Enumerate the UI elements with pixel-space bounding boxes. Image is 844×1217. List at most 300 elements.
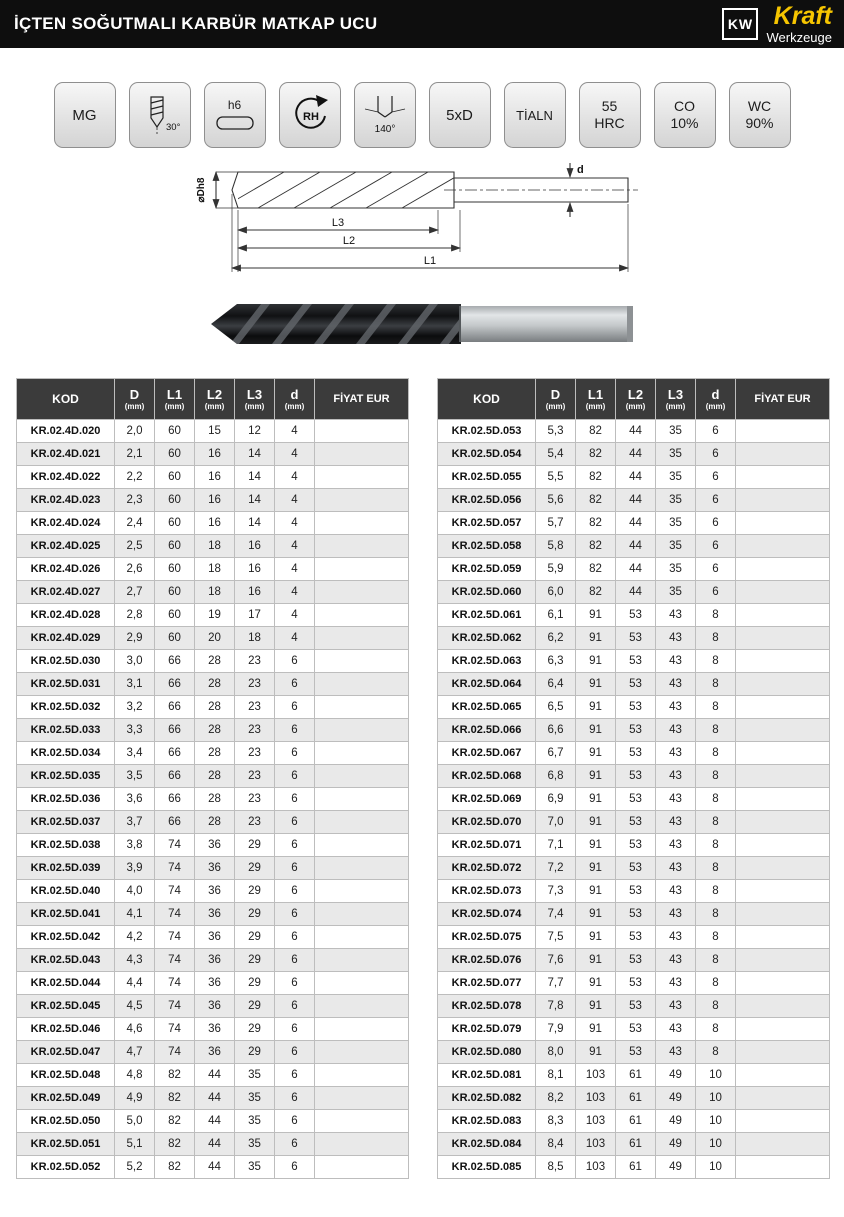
d-shank-cell: 6	[696, 466, 736, 489]
l1-mm-cell: 82	[576, 512, 616, 535]
price-cell	[315, 650, 409, 673]
kod-cell: KR.02.5D.075	[438, 926, 536, 949]
l3-mm-cell: 35	[656, 466, 696, 489]
svg-text:140°: 140°	[374, 124, 395, 135]
price-cell	[736, 742, 830, 765]
kod-cell: KR.02.5D.041	[17, 903, 115, 926]
l2-mm-cell: 61	[616, 1087, 656, 1110]
l2-mm-cell: 53	[616, 627, 656, 650]
col-header-l3: L3 (mm)	[235, 379, 275, 420]
kod-cell: KR.02.5D.035	[17, 765, 115, 788]
kod-cell: KR.02.5D.053	[438, 420, 536, 443]
price-cell	[315, 949, 409, 972]
d-mm-cell: 5,2	[115, 1156, 155, 1179]
col-header-price: FİYAT EUR	[315, 379, 409, 420]
d-mm-cell: 3,4	[115, 742, 155, 765]
d-mm-cell: 5,7	[536, 512, 576, 535]
l2-mm-cell: 44	[195, 1064, 235, 1087]
l1-mm-cell: 91	[576, 811, 616, 834]
l3-mm-cell: 14	[235, 512, 275, 535]
l1-mm-cell: 66	[155, 673, 195, 696]
price-cell	[315, 581, 409, 604]
d-mm-cell: 4,3	[115, 949, 155, 972]
price-cell	[736, 650, 830, 673]
table-row	[438, 742, 830, 765]
l2-mm-cell: 44	[195, 1133, 235, 1156]
d-shank-cell: 10	[696, 1087, 736, 1110]
d-shank-cell: 6	[696, 420, 736, 443]
d-mm-cell: 2,0	[115, 420, 155, 443]
l3-mm-cell: 49	[656, 1133, 696, 1156]
l2-mm-cell: 53	[616, 834, 656, 857]
table-row	[17, 1087, 409, 1110]
kod-cell: KR.02.5D.082	[438, 1087, 536, 1110]
l3-mm-cell: 35	[235, 1133, 275, 1156]
kod-cell: KR.02.5D.058	[438, 535, 536, 558]
table-row	[17, 857, 409, 880]
table-row	[438, 581, 830, 604]
l2-mm-cell: 53	[616, 765, 656, 788]
l1-mm-cell: 60	[155, 443, 195, 466]
d-shank-cell: 4	[275, 466, 315, 489]
l3-mm-cell: 43	[656, 627, 696, 650]
badge-shank-tolerance	[204, 82, 266, 148]
d-shank-cell: 6	[275, 1041, 315, 1064]
l3-mm-cell: 35	[235, 1156, 275, 1179]
col-header-l1: L1 (mm)	[155, 379, 195, 420]
price-cell	[736, 466, 830, 489]
l1-mm-cell: 74	[155, 857, 195, 880]
l1-mm-cell: 103	[576, 1087, 616, 1110]
l2-mm-cell: 53	[616, 903, 656, 926]
l1-mm-cell: 91	[576, 1018, 616, 1041]
spec-table-left	[16, 378, 409, 1179]
l1-mm-cell: 91	[576, 788, 616, 811]
kod-cell: KR.02.4D.029	[17, 627, 115, 650]
l3-mm-cell: 23	[235, 673, 275, 696]
d-mm-cell: 3,0	[115, 650, 155, 673]
price-cell	[736, 880, 830, 903]
col-header-price: FİYAT EUR	[736, 379, 830, 420]
l1-mm-cell: 60	[155, 512, 195, 535]
l3-mm-cell: 18	[235, 627, 275, 650]
d-shank-cell: 8	[696, 903, 736, 926]
brand-text	[766, 4, 832, 44]
l1-mm-cell: 66	[155, 788, 195, 811]
d-shank-cell: 8	[696, 995, 736, 1018]
l1-mm-cell: 74	[155, 1018, 195, 1041]
l1-mm-cell: 103	[576, 1133, 616, 1156]
badge-wc-label: WC	[747, 97, 772, 114]
badge-hardness-55hrc	[579, 82, 641, 148]
col-header-l2: L2 (mm)	[195, 379, 235, 420]
kod-cell: KR.02.5D.061	[438, 604, 536, 627]
table-row	[438, 443, 830, 466]
d-shank-cell: 8	[696, 926, 736, 949]
d-mm-cell: 2,8	[115, 604, 155, 627]
price-cell	[736, 719, 830, 742]
table-row	[17, 972, 409, 995]
price-cell	[736, 765, 830, 788]
price-cell	[315, 512, 409, 535]
l2-mm-cell: 44	[616, 558, 656, 581]
d-mm-cell: 5,8	[536, 535, 576, 558]
l2-mm-cell: 53	[616, 719, 656, 742]
l2-mm-cell: 16	[195, 489, 235, 512]
price-cell	[315, 1087, 409, 1110]
badge-cobalt-content	[654, 82, 716, 148]
l3-mm-cell: 43	[656, 995, 696, 1018]
kw-logo-icon: KW	[722, 8, 758, 40]
d-mm-cell: 6,3	[536, 650, 576, 673]
kod-cell: KR.02.5D.052	[17, 1156, 115, 1179]
price-cell	[736, 535, 830, 558]
kod-cell: KR.02.5D.068	[438, 765, 536, 788]
kod-cell: KR.02.5D.036	[17, 788, 115, 811]
l3-mm-cell: 35	[656, 512, 696, 535]
l3-mm-cell: 29	[235, 949, 275, 972]
l3-mm-cell: 29	[235, 834, 275, 857]
kod-cell: KR.02.5D.071	[438, 834, 536, 857]
price-cell	[315, 995, 409, 1018]
d-shank-cell: 4	[275, 535, 315, 558]
dim-l1-label: L1	[423, 255, 437, 267]
price-cell	[736, 1064, 830, 1087]
l1-mm-cell: 91	[576, 650, 616, 673]
table-row	[438, 719, 830, 742]
kod-cell: KR.02.5D.078	[438, 995, 536, 1018]
l3-mm-cell: 14	[235, 443, 275, 466]
kod-cell: KR.02.5D.081	[438, 1064, 536, 1087]
l1-mm-cell: 82	[576, 535, 616, 558]
l1-mm-cell: 74	[155, 903, 195, 926]
badge-5xd-label: 5xD	[446, 106, 473, 124]
kod-cell: KR.02.5D.085	[438, 1156, 536, 1179]
d-shank-cell: 10	[696, 1133, 736, 1156]
l2-mm-cell: 53	[616, 788, 656, 811]
d-mm-cell: 7,3	[536, 880, 576, 903]
d-shank-cell: 6	[275, 1110, 315, 1133]
table-row	[438, 512, 830, 535]
col-header-l2: L2 (mm)	[616, 379, 656, 420]
l3-mm-cell: 35	[656, 581, 696, 604]
d-mm-cell: 4,2	[115, 926, 155, 949]
price-cell	[736, 627, 830, 650]
table-row	[17, 926, 409, 949]
d-shank-cell: 6	[275, 880, 315, 903]
d-mm-cell: 4,9	[115, 1087, 155, 1110]
l2-mm-cell: 36	[195, 949, 235, 972]
l1-mm-cell: 60	[155, 420, 195, 443]
d-shank-cell: 6	[275, 1087, 315, 1110]
price-cell	[736, 949, 830, 972]
d-shank-cell: 6	[275, 788, 315, 811]
d-mm-cell: 7,2	[536, 857, 576, 880]
price-cell	[736, 558, 830, 581]
l3-mm-cell: 23	[235, 788, 275, 811]
d-shank-cell: 8	[696, 949, 736, 972]
table-row	[17, 903, 409, 926]
l3-mm-cell: 43	[656, 742, 696, 765]
price-cell	[315, 1110, 409, 1133]
col-header-d: D (mm)	[536, 379, 576, 420]
col-header-d: D (mm)	[115, 379, 155, 420]
price-cell	[736, 857, 830, 880]
table-row	[438, 650, 830, 673]
badge-length-ratio	[429, 82, 491, 148]
kod-cell: KR.02.5D.060	[438, 581, 536, 604]
l1-mm-cell: 91	[576, 742, 616, 765]
d-mm-cell: 4,8	[115, 1064, 155, 1087]
l1-mm-cell: 60	[155, 604, 195, 627]
price-cell	[315, 880, 409, 903]
l1-mm-cell: 91	[576, 696, 616, 719]
price-cell	[315, 420, 409, 443]
price-cell	[315, 489, 409, 512]
kod-cell: KR.02.4D.021	[17, 443, 115, 466]
kod-cell: KR.02.5D.064	[438, 673, 536, 696]
kod-cell: KR.02.4D.023	[17, 489, 115, 512]
l2-mm-cell: 53	[616, 972, 656, 995]
l3-mm-cell: 16	[235, 535, 275, 558]
d-mm-cell: 6,2	[536, 627, 576, 650]
col-header-d-shank: d (mm)	[696, 379, 736, 420]
kod-cell: KR.02.5D.067	[438, 742, 536, 765]
kod-cell: KR.02.5D.084	[438, 1133, 536, 1156]
kod-cell: KR.02.5D.042	[17, 926, 115, 949]
table-row	[438, 995, 830, 1018]
table-row	[438, 673, 830, 696]
l2-mm-cell: 61	[616, 1064, 656, 1087]
d-mm-cell: 3,7	[115, 811, 155, 834]
price-cell	[315, 1064, 409, 1087]
l3-mm-cell: 35	[235, 1064, 275, 1087]
price-cell	[736, 972, 830, 995]
d-mm-cell: 8,2	[536, 1087, 576, 1110]
kod-cell: KR.02.5D.057	[438, 512, 536, 535]
col-header-kod: KOD	[438, 379, 536, 420]
kod-cell: KR.02.5D.083	[438, 1110, 536, 1133]
kod-cell: KR.02.4D.026	[17, 558, 115, 581]
l1-mm-cell: 74	[155, 949, 195, 972]
l2-mm-cell: 18	[195, 535, 235, 558]
l3-mm-cell: 23	[235, 742, 275, 765]
l1-mm-cell: 60	[155, 489, 195, 512]
d-shank-cell: 6	[696, 581, 736, 604]
l3-mm-cell: 49	[656, 1156, 696, 1179]
table-row	[17, 512, 409, 535]
d-shank-cell: 10	[696, 1064, 736, 1087]
table-row	[438, 696, 830, 719]
kod-cell: KR.02.5D.072	[438, 857, 536, 880]
price-cell	[736, 581, 830, 604]
d-shank-cell: 4	[275, 443, 315, 466]
kod-cell: KR.02.5D.069	[438, 788, 536, 811]
d-mm-cell: 7,8	[536, 995, 576, 1018]
table-row	[438, 535, 830, 558]
l2-mm-cell: 44	[195, 1156, 235, 1179]
d-shank-cell: 10	[696, 1156, 736, 1179]
page-header	[0, 0, 844, 48]
brand-subtitle: Werkzeuge	[766, 30, 832, 45]
l3-mm-cell: 43	[656, 1018, 696, 1041]
d-mm-cell: 3,1	[115, 673, 155, 696]
l3-mm-cell: 35	[656, 558, 696, 581]
kod-cell: KR.02.5D.055	[438, 466, 536, 489]
price-cell	[736, 926, 830, 949]
d-shank-cell: 8	[696, 696, 736, 719]
d-shank-cell: 6	[275, 834, 315, 857]
d-shank-cell: 4	[275, 489, 315, 512]
d-mm-cell: 2,5	[115, 535, 155, 558]
l2-mm-cell: 44	[616, 581, 656, 604]
table-row	[438, 1041, 830, 1064]
l2-mm-cell: 53	[616, 1018, 656, 1041]
table-row	[438, 1133, 830, 1156]
l3-mm-cell: 29	[235, 995, 275, 1018]
table-row	[17, 880, 409, 903]
price-cell	[315, 696, 409, 719]
l3-mm-cell: 16	[235, 581, 275, 604]
price-cell	[315, 834, 409, 857]
table-row	[17, 650, 409, 673]
table-row	[438, 857, 830, 880]
l3-mm-cell: 35	[656, 443, 696, 466]
table-row	[17, 466, 409, 489]
d-shank-cell: 6	[275, 811, 315, 834]
d-mm-cell: 6,0	[536, 581, 576, 604]
table-row	[17, 489, 409, 512]
l1-mm-cell: 74	[155, 1041, 195, 1064]
table-row	[438, 903, 830, 926]
table-row	[438, 765, 830, 788]
brand-name: Kraft	[773, 2, 832, 30]
d-shank-cell: 8	[696, 604, 736, 627]
d-shank-cell: 6	[696, 512, 736, 535]
l1-mm-cell: 66	[155, 650, 195, 673]
kod-cell: KR.02.5D.070	[438, 811, 536, 834]
d-shank-cell: 8	[696, 857, 736, 880]
d-mm-cell: 3,5	[115, 765, 155, 788]
helix-angle-icon	[136, 94, 184, 136]
l1-mm-cell: 91	[576, 1041, 616, 1064]
l2-mm-cell: 18	[195, 558, 235, 581]
kod-cell: KR.02.5D.080	[438, 1041, 536, 1064]
price-cell	[315, 765, 409, 788]
badge-rotation-rh	[279, 82, 341, 148]
l2-mm-cell: 36	[195, 903, 235, 926]
table-row	[17, 811, 409, 834]
badge-55-label: 55	[601, 97, 618, 114]
kod-cell: KR.02.4D.027	[17, 581, 115, 604]
l2-mm-cell: 16	[195, 466, 235, 489]
l2-mm-cell: 44	[195, 1110, 235, 1133]
l1-mm-cell: 60	[155, 558, 195, 581]
kod-cell: KR.02.4D.028	[17, 604, 115, 627]
dim-l2-label: L2	[342, 235, 356, 247]
l2-mm-cell: 44	[195, 1087, 235, 1110]
shank-pin-icon	[212, 114, 258, 132]
l3-mm-cell: 29	[235, 880, 275, 903]
price-cell	[736, 1156, 830, 1179]
d-shank-cell: 6	[275, 857, 315, 880]
kod-cell: KR.02.5D.062	[438, 627, 536, 650]
l2-mm-cell: 36	[195, 972, 235, 995]
l1-mm-cell: 74	[155, 926, 195, 949]
table-row	[17, 949, 409, 972]
table-row	[17, 1041, 409, 1064]
d-mm-cell: 4,4	[115, 972, 155, 995]
l3-mm-cell: 43	[656, 765, 696, 788]
table-row	[17, 1156, 409, 1179]
d-mm-cell: 4,5	[115, 995, 155, 1018]
l3-mm-cell: 43	[656, 949, 696, 972]
d-mm-cell: 7,7	[536, 972, 576, 995]
l2-mm-cell: 28	[195, 765, 235, 788]
d-shank-cell: 4	[275, 627, 315, 650]
kod-cell: KR.02.5D.038	[17, 834, 115, 857]
l2-mm-cell: 36	[195, 1041, 235, 1064]
l3-mm-cell: 16	[235, 558, 275, 581]
d-shank-cell: 6	[275, 1133, 315, 1156]
table-row	[17, 558, 409, 581]
price-cell	[315, 627, 409, 650]
l3-mm-cell: 35	[656, 489, 696, 512]
table-row	[17, 719, 409, 742]
l1-mm-cell: 82	[576, 489, 616, 512]
l3-mm-cell: 35	[235, 1110, 275, 1133]
d-mm-cell: 6,4	[536, 673, 576, 696]
d-mm-cell: 6,9	[536, 788, 576, 811]
l3-mm-cell: 29	[235, 903, 275, 926]
d-shank-cell: 8	[696, 742, 736, 765]
l3-mm-cell: 43	[656, 903, 696, 926]
table-row	[17, 742, 409, 765]
kod-cell: KR.02.5D.079	[438, 1018, 536, 1041]
d-mm-cell: 2,7	[115, 581, 155, 604]
d-mm-cell: 6,6	[536, 719, 576, 742]
d-shank-cell: 4	[275, 512, 315, 535]
price-cell	[315, 903, 409, 926]
l1-mm-cell: 91	[576, 719, 616, 742]
price-cell	[736, 604, 830, 627]
d-mm-cell: 3,3	[115, 719, 155, 742]
d-shank-cell: 8	[696, 627, 736, 650]
l1-mm-cell: 60	[155, 466, 195, 489]
l1-mm-cell: 74	[155, 972, 195, 995]
price-cell	[736, 1018, 830, 1041]
l3-mm-cell: 43	[656, 650, 696, 673]
l3-mm-cell: 43	[656, 696, 696, 719]
d-shank-cell: 4	[275, 604, 315, 627]
l1-mm-cell: 82	[576, 443, 616, 466]
kod-cell: KR.02.5D.044	[17, 972, 115, 995]
price-cell	[315, 673, 409, 696]
d-mm-cell: 5,3	[536, 420, 576, 443]
kod-cell: KR.02.5D.076	[438, 949, 536, 972]
l3-mm-cell: 23	[235, 765, 275, 788]
l1-mm-cell: 91	[576, 604, 616, 627]
table-row	[17, 1018, 409, 1041]
col-header-kod: KOD	[17, 379, 115, 420]
table-row	[17, 834, 409, 857]
l2-mm-cell: 36	[195, 834, 235, 857]
l2-mm-cell: 44	[616, 420, 656, 443]
kod-cell: KR.02.5D.050	[17, 1110, 115, 1133]
price-cell	[736, 696, 830, 719]
l3-mm-cell: 49	[656, 1064, 696, 1087]
kod-cell: KR.02.4D.020	[17, 420, 115, 443]
